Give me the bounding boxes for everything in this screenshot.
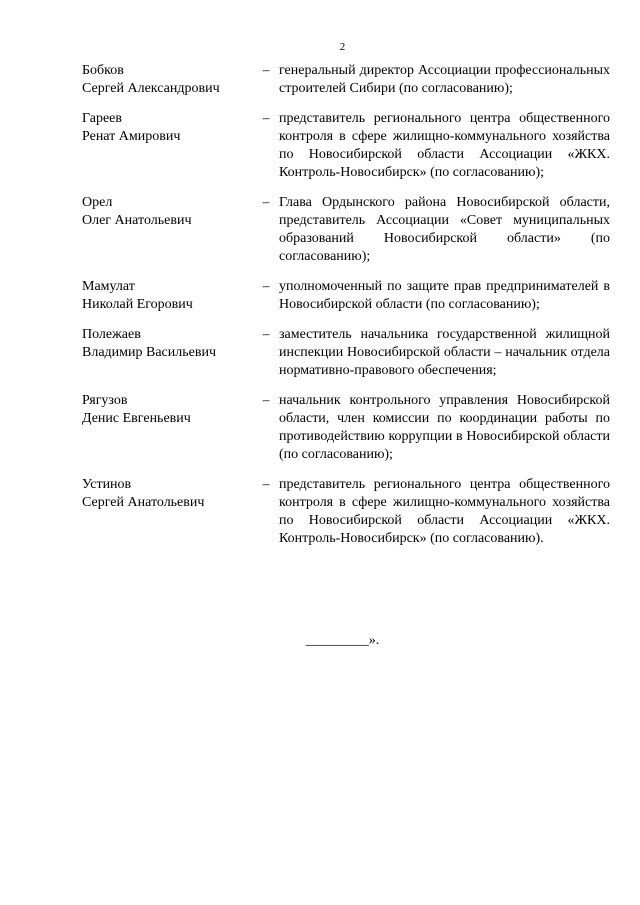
member-position: Глава Ордынского района Новосибирской области, представитель Ассоциации «Совет муниципальных образований Новосибирской области» (по согласованию); [279,195,610,264]
member-entry [82,476,610,548]
member-name [82,110,257,146]
member-entry [82,392,610,464]
member-given-name: Николай Егорович [82,297,193,312]
dash-separator: – [262,327,270,342]
member-name [82,194,257,230]
member-name [82,326,257,362]
member-entry [82,278,610,314]
member-entry [82,110,610,182]
dash-separator: – [262,477,270,492]
member-name [82,392,257,428]
member-surname: Мамулат [82,279,135,294]
member-given-name: Сергей Анатольевич [82,495,205,510]
member-position: заместитель начальника государственной жилищной инспекции Новосибирской области – начальник отдела нормативно-правового обеспечения; [279,327,610,378]
member-given-name: Владимир Васильевич [82,345,216,360]
closing-mark: _________». [305,633,380,648]
member-surname: Устинов [82,477,132,492]
dash-separator: – [262,111,270,126]
member-entry [82,194,610,266]
member-position: представитель регионального центра общественного контроля в сфере жилищно-коммунального хозяйства по Новосибирской области Ассоциации «ЖКХ. Контроль-Новосибирск» (по согласованию); [279,111,610,180]
member-entry [82,62,610,98]
page-number: 2 [339,41,346,53]
member-given-name: Олег Анатольевич [82,213,192,228]
member-name [82,476,257,512]
member-surname: Гареев [82,111,122,126]
member-given-name: Ренат Амирович [82,129,181,144]
member-position: уполномоченный по защите прав предпринимателей в Новосибирской области (по согласованию); [279,279,610,312]
member-position: начальник контрольного управления Новосибирской области, член комиссии по координации работы по противодействию коррупции в Новосибирской области (по согласованию); [279,393,610,462]
member-position: генеральный директор Ассоциации профессиональных строителей Сибири (по согласованию); [279,63,610,96]
member-surname: Полежаев [82,327,141,342]
dash-separator: – [262,279,270,294]
member-given-name: Денис Евгеньевич [82,411,191,426]
dash-separator: – [262,63,270,78]
member-entry [82,326,610,380]
member-position: представитель регионального центра общественного контроля в сфере жилищно-коммунального хозяйства по Новосибирской области Ассоциации «ЖКХ. Контроль-Новосибирск» (по согласованию). [279,477,610,546]
member-name [82,278,257,314]
member-given-name: Сергей Александрович [82,81,220,96]
member-list [82,62,610,560]
dash-separator: – [262,393,270,408]
member-surname: Рягузов [82,393,128,408]
member-surname: Бобков [82,63,124,78]
member-surname: Орел [82,195,113,210]
member-name [82,62,257,98]
dash-separator: – [262,195,270,210]
